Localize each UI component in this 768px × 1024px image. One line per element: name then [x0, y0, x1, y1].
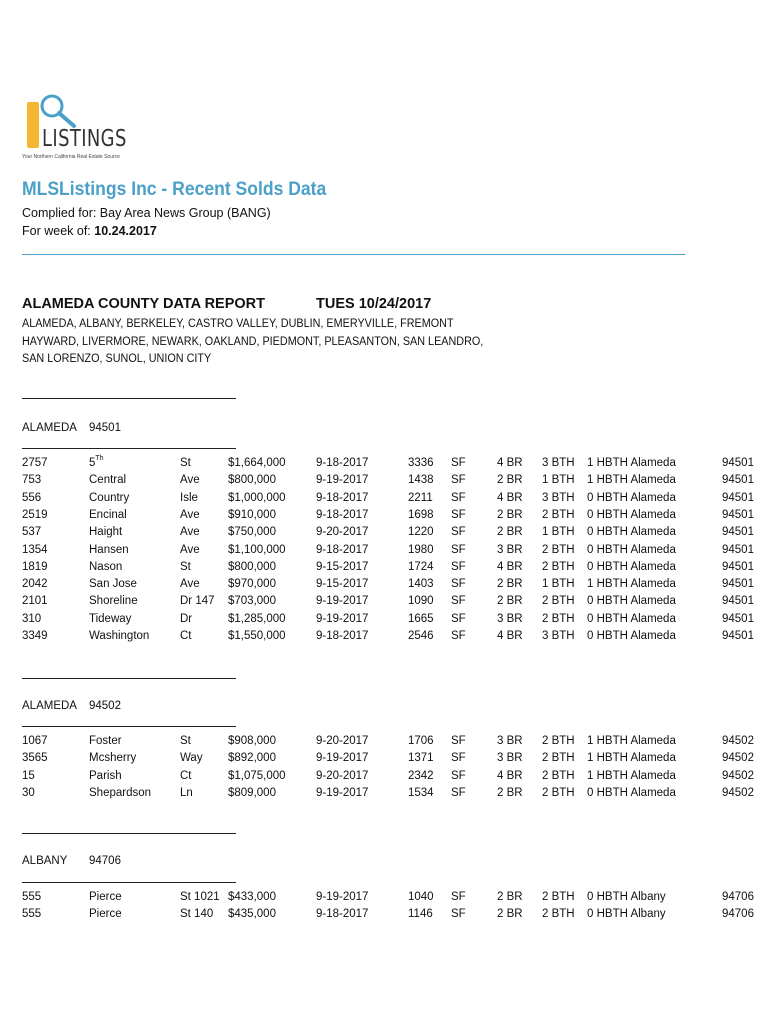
- cell-num: 310: [22, 612, 42, 625]
- table-row: [0, 578, 768, 595]
- cell-sf: SF: [451, 735, 466, 747]
- page-title: MLSListings Inc - Recent Solds Data: [22, 178, 327, 200]
- cell-num: 537: [22, 526, 42, 539]
- cell-num: 2519: [22, 508, 48, 521]
- cell-zip: 94501: [722, 612, 754, 625]
- section-city: ALAMEDA: [22, 422, 77, 434]
- cell-street: Parish: [89, 769, 122, 782]
- cell-price: $1,100,000: [228, 543, 286, 556]
- cell-bth: 2 BTH: [542, 735, 575, 747]
- cell-sqft: 2211: [408, 491, 433, 504]
- cell-zip: 94706: [722, 908, 754, 921]
- section-separator: [22, 448, 236, 449]
- cell-br: 3 BR: [497, 735, 523, 747]
- section-separator: [22, 833, 236, 834]
- cell-date: 9-19-2017: [316, 891, 369, 903]
- cell-hb: 1 HBTH Alameda: [587, 457, 676, 469]
- cell-hb: 0 HBTH Alameda: [587, 508, 676, 521]
- cell-date: 9-20-2017: [316, 735, 369, 747]
- cell-sf: SF: [451, 491, 466, 504]
- cell-zip: 94501: [722, 457, 754, 469]
- cell-sqft: 1438: [408, 474, 434, 487]
- cell-price: $1,550,000: [228, 630, 286, 642]
- logo-tagline: Your Northern California Real Estate Source: [22, 154, 120, 160]
- cell-street: Tideway: [89, 612, 132, 625]
- table-row: [0, 752, 768, 769]
- cell-sf: SF: [451, 891, 466, 903]
- cell-num: 2757: [22, 457, 48, 469]
- cell-street: Haight: [89, 526, 123, 539]
- cell-street: Hansen: [89, 543, 129, 556]
- cell-price: $703,000: [228, 595, 276, 608]
- cell-sqft: 1090: [408, 595, 434, 608]
- section-zip: 94502: [89, 700, 121, 712]
- cell-hb: 0 HBTH Alameda: [587, 543, 676, 556]
- cell-bth: 1 BTH: [542, 474, 575, 487]
- section-heading: [22, 855, 121, 867]
- cell-br: 2 BR: [497, 508, 523, 521]
- cell-sf: SF: [451, 752, 466, 765]
- cell-date: 9-15-2017: [316, 578, 369, 591]
- cell-br: 2 BR: [497, 786, 523, 799]
- cell-hb: 1 HBTH Alameda: [587, 578, 676, 591]
- cell-br: 2 BR: [497, 891, 523, 903]
- cell-bth: 1 BTH: [542, 578, 575, 591]
- cell-zip: 94502: [722, 735, 754, 747]
- table-row: [0, 457, 768, 474]
- cell-num: 3565: [22, 752, 48, 765]
- cell-sqft: 1040: [408, 891, 434, 903]
- section-heading: [22, 700, 121, 712]
- cell-sqft: 1980: [408, 543, 434, 556]
- cell-hb: 0 HBTH Alameda: [587, 612, 676, 625]
- compiled-for: Complied for: Bay Area News Group (BANG): [22, 206, 271, 220]
- cell-type: Dr: [180, 612, 193, 625]
- cell-price: $1,664,000: [228, 457, 286, 469]
- cell-zip: 94501: [722, 630, 754, 642]
- cell-br: 2 BR: [497, 908, 523, 921]
- cell-sqft: 1146: [408, 908, 433, 921]
- cell-date: 9-19-2017: [316, 595, 369, 608]
- cell-num: 1819: [22, 560, 48, 573]
- cell-hb: 0 HBTH Albany: [587, 891, 666, 903]
- cell-zip: 94706: [722, 891, 754, 903]
- cell-price: $435,000: [228, 908, 276, 921]
- table-row: [0, 630, 768, 647]
- cell-bth: 2 BTH: [542, 543, 575, 556]
- cell-date: 9-18-2017: [316, 908, 369, 921]
- week-line: [22, 224, 157, 238]
- cell-hb: 1 HBTH Alameda: [587, 735, 676, 747]
- table-row: [0, 474, 768, 491]
- cell-zip: 94501: [722, 578, 754, 591]
- cell-price: $910,000: [228, 508, 276, 521]
- table-row: [0, 787, 768, 804]
- cell-date: 9-18-2017: [316, 543, 369, 556]
- cell-price: $1,000,000: [228, 491, 286, 504]
- cell-street: Central: [89, 474, 127, 487]
- cell-num: 555: [22, 891, 42, 903]
- cell-bth: 2 BTH: [542, 560, 575, 573]
- section-city: ALAMEDA: [22, 700, 77, 712]
- cell-sf: SF: [451, 543, 466, 556]
- section-separator: [22, 882, 236, 883]
- cell-street: Shepardson: [89, 786, 152, 799]
- cell-type: Ave: [180, 543, 200, 556]
- cell-br: 3 BR: [497, 543, 523, 556]
- cell-br: 3 BR: [497, 752, 523, 765]
- cell-zip: 94501: [722, 560, 754, 573]
- cell-type: St 140: [180, 908, 214, 921]
- cell-hb: 1 HBTH Alameda: [587, 474, 676, 487]
- cell-hb: 0 HBTH Alameda: [587, 786, 676, 799]
- cell-street: Country: [89, 491, 130, 504]
- cell-price: $750,000: [228, 526, 276, 539]
- cell-zip: 94502: [722, 786, 754, 799]
- cell-num: 1067: [22, 735, 48, 747]
- cell-sf: SF: [451, 474, 466, 487]
- cell-bth: 3 BTH: [542, 630, 575, 642]
- cell-zip: 94502: [722, 752, 754, 765]
- cell-zip: 94501: [722, 595, 754, 608]
- week-label: For week of:: [22, 224, 95, 238]
- cell-sf: SF: [451, 612, 466, 625]
- cell-br: 4 BR: [497, 630, 523, 642]
- section-zip: 94501: [89, 422, 121, 434]
- cell-type: Isle: [180, 491, 198, 504]
- cell-zip: 94501: [722, 526, 754, 539]
- table-row: [0, 595, 768, 612]
- cell-type: Ave: [180, 578, 200, 591]
- cell-date: 9-18-2017: [316, 457, 369, 469]
- report-title: ALAMEDA COUNTY DATA REPORT: [22, 296, 266, 312]
- cell-sf: SF: [451, 578, 466, 591]
- cell-date: 9-19-2017: [316, 474, 369, 487]
- table-row: [0, 509, 768, 526]
- cell-street: Pierce: [89, 908, 122, 921]
- cell-price: $433,000: [228, 891, 276, 903]
- cell-bth: 2 BTH: [542, 891, 575, 903]
- cell-hb: 0 HBTH Alameda: [587, 630, 676, 642]
- cell-street-text: 5: [89, 457, 96, 469]
- cell-type: Dr 147: [180, 595, 215, 608]
- report-date: TUES 10/24/2017: [316, 296, 432, 312]
- cell-br: 4 BR: [497, 560, 523, 573]
- cell-num: 15: [22, 769, 35, 782]
- cell-num: 556: [22, 491, 42, 504]
- cell-type: Ln: [180, 786, 193, 799]
- cell-date: 9-20-2017: [316, 526, 369, 539]
- cell-bth: 2 BTH: [542, 612, 575, 625]
- cell-type: Way: [180, 752, 203, 765]
- cell-street: Washington: [89, 630, 150, 642]
- cell-date: 9-18-2017: [316, 508, 369, 521]
- cell-type: St 1021: [180, 891, 220, 903]
- cell-type: Ct: [180, 630, 192, 642]
- cell-br: 2 BR: [497, 578, 523, 591]
- cell-bth: 2 BTH: [542, 908, 575, 921]
- cell-price: $1,075,000: [228, 769, 286, 782]
- cell-hb: 1 HBTH Alameda: [587, 769, 676, 782]
- mlslistings-logo: [22, 92, 152, 164]
- cell-street: Shoreline: [89, 595, 138, 608]
- cell-bth: 3 BTH: [542, 457, 575, 469]
- cell-num: 753: [22, 474, 42, 487]
- cell-hb: 0 HBTH Alameda: [587, 595, 676, 608]
- cell-zip: 94501: [722, 491, 754, 504]
- cell-bth: 2 BTH: [542, 595, 575, 608]
- cities-line: SAN LORENZO, SUNOL, UNION CITY: [22, 353, 212, 365]
- cell-price: $908,000: [228, 735, 276, 747]
- cell-sqft: 1665: [408, 612, 434, 625]
- cell-street: Encinal: [89, 508, 127, 521]
- cell-sf: SF: [451, 508, 466, 521]
- table-row: [0, 526, 768, 543]
- cell-hb: 0 HBTH Albany: [587, 908, 666, 921]
- cell-bth: 2 BTH: [542, 769, 575, 782]
- logo-wordmark: LISTINGS: [42, 126, 127, 152]
- cell-num: 2042: [22, 578, 48, 591]
- cell-street: Nason: [89, 560, 123, 573]
- table-row: [0, 561, 768, 578]
- cell-price: $1,285,000: [228, 612, 286, 625]
- cell-sqft: 1724: [408, 560, 434, 573]
- cell-sqft: 1403: [408, 578, 434, 591]
- cell-bth: 2 BTH: [542, 786, 575, 799]
- cell-street: Foster: [89, 735, 122, 747]
- cell-price: $970,000: [228, 578, 276, 591]
- cell-price: $800,000: [228, 560, 276, 573]
- cell-br: 4 BR: [497, 491, 523, 504]
- cell-zip: 94501: [722, 474, 754, 487]
- week-value: 10.24.2017: [94, 224, 157, 238]
- cell-br: 4 BR: [497, 457, 523, 469]
- cell-bth: 3 BTH: [542, 491, 575, 504]
- cell-bth: 2 BTH: [542, 508, 575, 521]
- cell-date: 9-18-2017: [316, 491, 369, 504]
- cell-zip: 94501: [722, 508, 754, 521]
- table-row: [0, 908, 768, 925]
- cell-sf: SF: [451, 908, 466, 921]
- cell-date: 9-18-2017: [316, 630, 369, 642]
- cell-br: 2 BR: [497, 526, 523, 539]
- cell-br: 2 BR: [497, 474, 523, 487]
- cell-type: St: [180, 457, 191, 469]
- cell-sqft: 2546: [408, 630, 434, 642]
- table-row: [0, 735, 768, 752]
- cell-br: 3 BR: [497, 612, 523, 625]
- cell-br: 2 BR: [497, 595, 523, 608]
- cell-date: 9-19-2017: [316, 752, 369, 765]
- cell-sqft: 1371: [408, 752, 434, 765]
- cell-num: 1354: [22, 543, 48, 556]
- cell-num: 3349: [22, 630, 48, 642]
- cell-type: Ave: [180, 508, 200, 521]
- cell-sqft: 1706: [408, 735, 434, 747]
- cell-price: $800,000: [228, 474, 276, 487]
- cell-sf: SF: [451, 630, 466, 642]
- cell-num: 30: [22, 786, 35, 799]
- cell-sqft: 2342: [408, 769, 434, 782]
- cell-hb: 1 HBTH Alameda: [587, 752, 676, 765]
- cell-sqft: 1698: [408, 508, 434, 521]
- cell-street: Mcsherry: [89, 752, 137, 765]
- cell-sf: SF: [451, 595, 466, 608]
- cell-hb: 0 HBTH Alameda: [587, 526, 676, 539]
- table-row: [0, 891, 768, 908]
- cell-date: 9-20-2017: [316, 769, 369, 782]
- cell-type: St: [180, 560, 191, 573]
- cell-sqft: 3336: [408, 457, 434, 469]
- cell-hb: 0 HBTH Alameda: [587, 491, 676, 504]
- table-row: [0, 544, 768, 561]
- section-heading: [22, 422, 121, 434]
- cell-sf: SF: [451, 560, 466, 573]
- cell-type: Ave: [180, 526, 200, 539]
- cities-line: HAYWARD, LIVERMORE, NEWARK, OAKLAND, PIEDMONT, PLEASANTON, SAN LEANDRO,: [22, 336, 484, 348]
- cell-sf: SF: [451, 457, 466, 469]
- table-row: [0, 770, 768, 787]
- cell-bth: 2 BTH: [542, 752, 575, 765]
- cell-type: Ct: [180, 769, 192, 782]
- table-row: [0, 613, 768, 630]
- section-zip: 94706: [89, 855, 121, 867]
- cell-street: San Jose: [89, 578, 137, 591]
- cell-sqft: 1534: [408, 786, 434, 799]
- table-row: [0, 492, 768, 509]
- cell-date: 9-15-2017: [316, 560, 369, 573]
- cell-num: 2101: [22, 595, 48, 608]
- cell-street-suffix: Th: [95, 455, 104, 462]
- magnifier-icon: [36, 92, 80, 130]
- header-divider: [22, 254, 685, 255]
- section-separator: [22, 678, 236, 679]
- cell-type: Ave: [180, 474, 200, 487]
- section-separator: [22, 726, 236, 727]
- cell-sqft: 1220: [408, 526, 434, 539]
- cell-type: St: [180, 735, 191, 747]
- cell-num: 555: [22, 908, 42, 921]
- cell-zip: 94502: [722, 769, 754, 782]
- cell-sf: SF: [451, 769, 466, 782]
- cell-price: $892,000: [228, 752, 276, 765]
- cell-sf: SF: [451, 786, 466, 799]
- cell-sf: SF: [451, 526, 466, 539]
- section-separator: [22, 398, 236, 399]
- cell-zip: 94501: [722, 543, 754, 556]
- cell-price: $809,000: [228, 786, 276, 799]
- cell-street: Pierce: [89, 891, 122, 903]
- cell-date: 9-19-2017: [316, 612, 369, 625]
- cell-street: [89, 457, 104, 469]
- cell-bth: 1 BTH: [542, 526, 575, 539]
- cell-hb: 0 HBTH Alameda: [587, 560, 676, 573]
- section-city: ALBANY: [22, 855, 68, 867]
- cities-line: ALAMEDA, ALBANY, BERKELEY, CASTRO VALLEY, DUBLIN, EMERYVILLE, FREMONT: [22, 318, 454, 330]
- cell-br: 4 BR: [497, 769, 523, 782]
- cell-date: 9-19-2017: [316, 786, 369, 799]
